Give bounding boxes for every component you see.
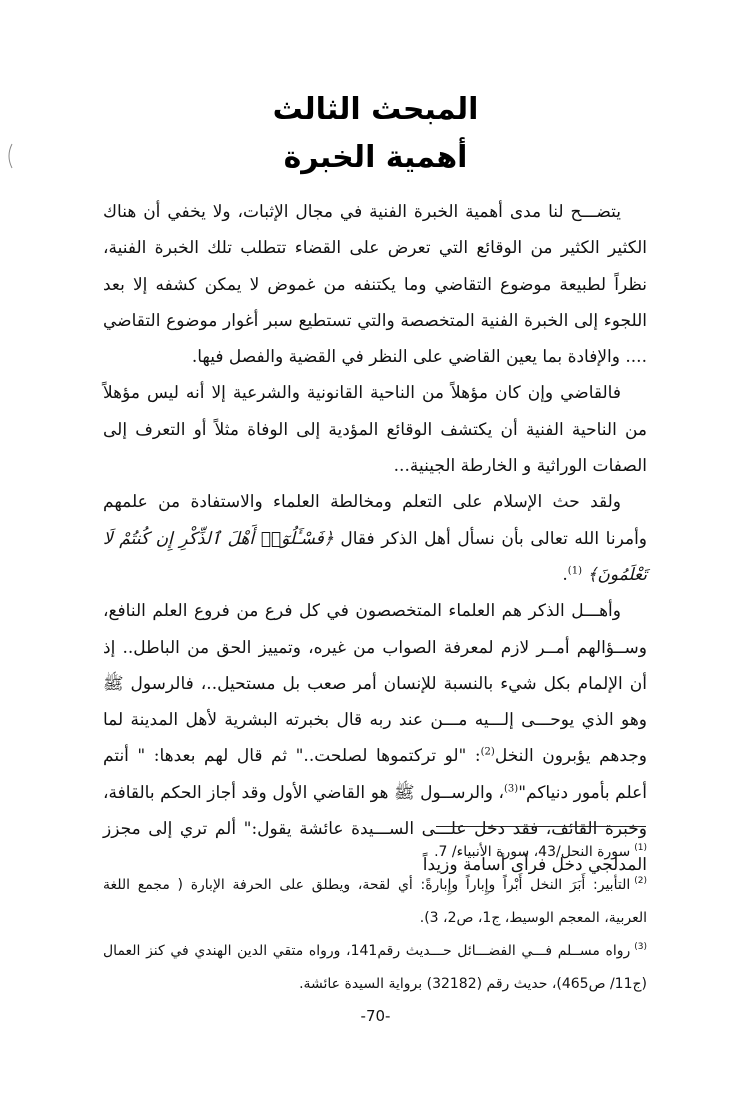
section-heading: المبحث الثالث [272,92,479,127]
footnote-3-number: (3) [634,942,647,953]
footnote-ref-1: (1) [567,565,582,577]
footnote-3 [103,935,647,1001]
footnotes [103,836,647,1001]
paragraph-3-end: . [562,564,568,585]
paragraph-2: فالقاضي وإن كان مؤهلاً من الناحية القانونية والشرعية إلا أنه ليس مؤهلاً من الناحية الفنية أن يكتشف الوقائع المؤدية إلى الوفاة مثلاً أو التعرف إلى الصفات الوراثية و الخارطة الجينية... [103,383,647,477]
paragraph-3 [103,484,647,593]
footnote-2-text: التأبير: أَبَرَ النخل أَبْراً وإِباراً وإِبارةً: أي لقحة، ويطلق على الحرفة الإبارة ( مجمع اللغة العربية، المعجم الوسيط، ج1، ص2، 3). [103,877,647,926]
footnote-ref-2: (2) [480,746,495,758]
footnote-ref-3: (3) [504,783,519,795]
footnote-1 [103,836,647,869]
section-title: أهمية الخبرة [283,140,468,175]
page-number: -70- [360,1007,391,1025]
footnote-1-text: سورة النحل/43، سورة الأنبياء/ 7. [434,844,631,860]
paragraph-3-text: ولقد حث الإسلام على التعلم ومخالطة العلماء والاستفادة من علمهم وأمرنا الله تعالى بأن نسأل أهل الذكر فقال [103,492,647,549]
main-body [103,194,647,887]
footnote-3-text: رواه مســلم فـــي الفضـــائل حـــديث رقم141، ورواه متقي الدين الهندي في كنز العمال (ج11/ ص465)، حديث رقم (32182) برواية السيدة عائشة. [103,943,647,992]
paragraph-4-part-2: : "لو تركتموها لصلحت.." ثم قال لهم بعدها: " أنتم أعلم بأمور دنياكم" [103,746,647,803]
quran-verse: ﴿فَسْـَٔلُوٓا۟ أَهْلَ ٱلذِّكْرِ إِن كُنتُمْ لَا تَعْلَمُونَ﴾ [103,528,647,585]
footnote-1-number: (1) [634,843,647,854]
footnote-2-number: (2) [634,876,647,887]
footnote-divider [436,826,646,827]
paragraph-4-part-3: ، والرســول ﷺ هو القاضي الأول وقد أجاز الحكم بالقافة، وخبرة القائف، فقد دخل علـــى الســـيدة عائشة يقول:" ألم تري إلى مجزز المدلجي دخل فرأى أسامة وزيداً [103,782,647,876]
footnote-2 [103,869,647,935]
paragraph-1: يتضـــح لنا مدى أهمية الخبرة الفنية في مجال الإثبات، ولا يخفي أن هناك الكثير الكثير من الوقائع التي تعرض على القضاء تتطلب تلك الخبرة الفنية، نظراً لطبيعة موضوع التقاضي وما يكتنفه من غموض لا يمكن كشفه إلا بعد اللجوء إلى الخبرة الفنية المتخصصة والتي تستطيع سبر أغوار موضوع التقاضي .... والإفادة بما يعين القاضي على النظر في القضية والفصل فيها. [103,202,647,368]
paragraph-4-part-1: وأهـــل الذكر هم العلماء المتخصصون في كل فرع من فروع العلم النافع، وســؤالهم أمــر لازم لمعرفة الصواب من غيره، وتمييز الحق من الباطل.. إذ أن الإلمام بكل شيء بالنسبة للإنسان أمر صعب بل مستحيل..، فالرسول ﷺ وهو الذي يوحـــى إلـــيه مـــن عند ربه قال بخبرته البشرية لأهل المدينة لما وجدهم يؤبرون النخل [103,601,647,767]
